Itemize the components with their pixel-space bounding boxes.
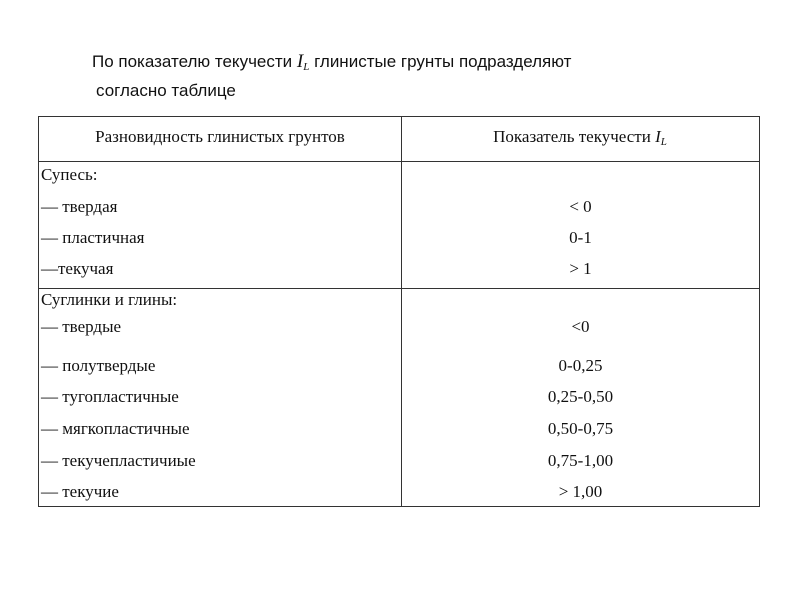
row-value: 0-1 [569, 228, 592, 247]
row-value: <0 [571, 317, 590, 336]
row-name: — твердые [41, 317, 122, 336]
row-name: — текучепластичиые [41, 451, 196, 470]
row-value: 0,75-1,00 [547, 451, 614, 470]
column-divider [401, 117, 402, 506]
intro-line2: согласно таблице [96, 81, 236, 100]
row-value: 0-0,25 [558, 356, 603, 375]
row-name: — мягкопластичные [41, 419, 190, 438]
header-symbol [655, 127, 667, 146]
intro-line1-start: По показателю текучести [92, 52, 297, 71]
header-liquidity-index [401, 117, 759, 161]
row-value: 0,50-0,75 [547, 419, 614, 438]
header-soil-type: Разновидность глинистых грунтов [95, 127, 345, 146]
row-name: — полутвердые [41, 356, 156, 375]
header-symbol-subscript: L [660, 136, 667, 148]
row-name: — тугопластичные [41, 387, 179, 406]
row-name: — твердая [41, 197, 118, 216]
table-header [39, 117, 759, 162]
soil-classification-table [38, 116, 760, 507]
intro-text [92, 50, 772, 103]
header-index-label: Показатель текучести [493, 127, 656, 146]
liquidity-index-symbol [297, 51, 309, 72]
row-name: —текучая [41, 259, 114, 278]
symbol-letter: I [296, 51, 304, 72]
row-name: — пластичная [41, 228, 145, 247]
row-value: > 1,00 [558, 482, 603, 501]
row-name: — текучие [41, 482, 119, 501]
intro-line1-end: глинистые грунты подразделяют [309, 52, 572, 71]
symbol-subscript: L [303, 61, 310, 73]
group-divider [39, 288, 759, 289]
row-value: > 1 [569, 259, 592, 278]
group-title-loams-clays: Суглинки и глины: [41, 290, 178, 309]
row-value: 0,25-0,50 [547, 387, 614, 406]
group-title-sandy-loam: Супесь: [41, 165, 98, 184]
row-value: < 0 [569, 197, 592, 216]
header-symbol-letter: I [655, 127, 661, 146]
